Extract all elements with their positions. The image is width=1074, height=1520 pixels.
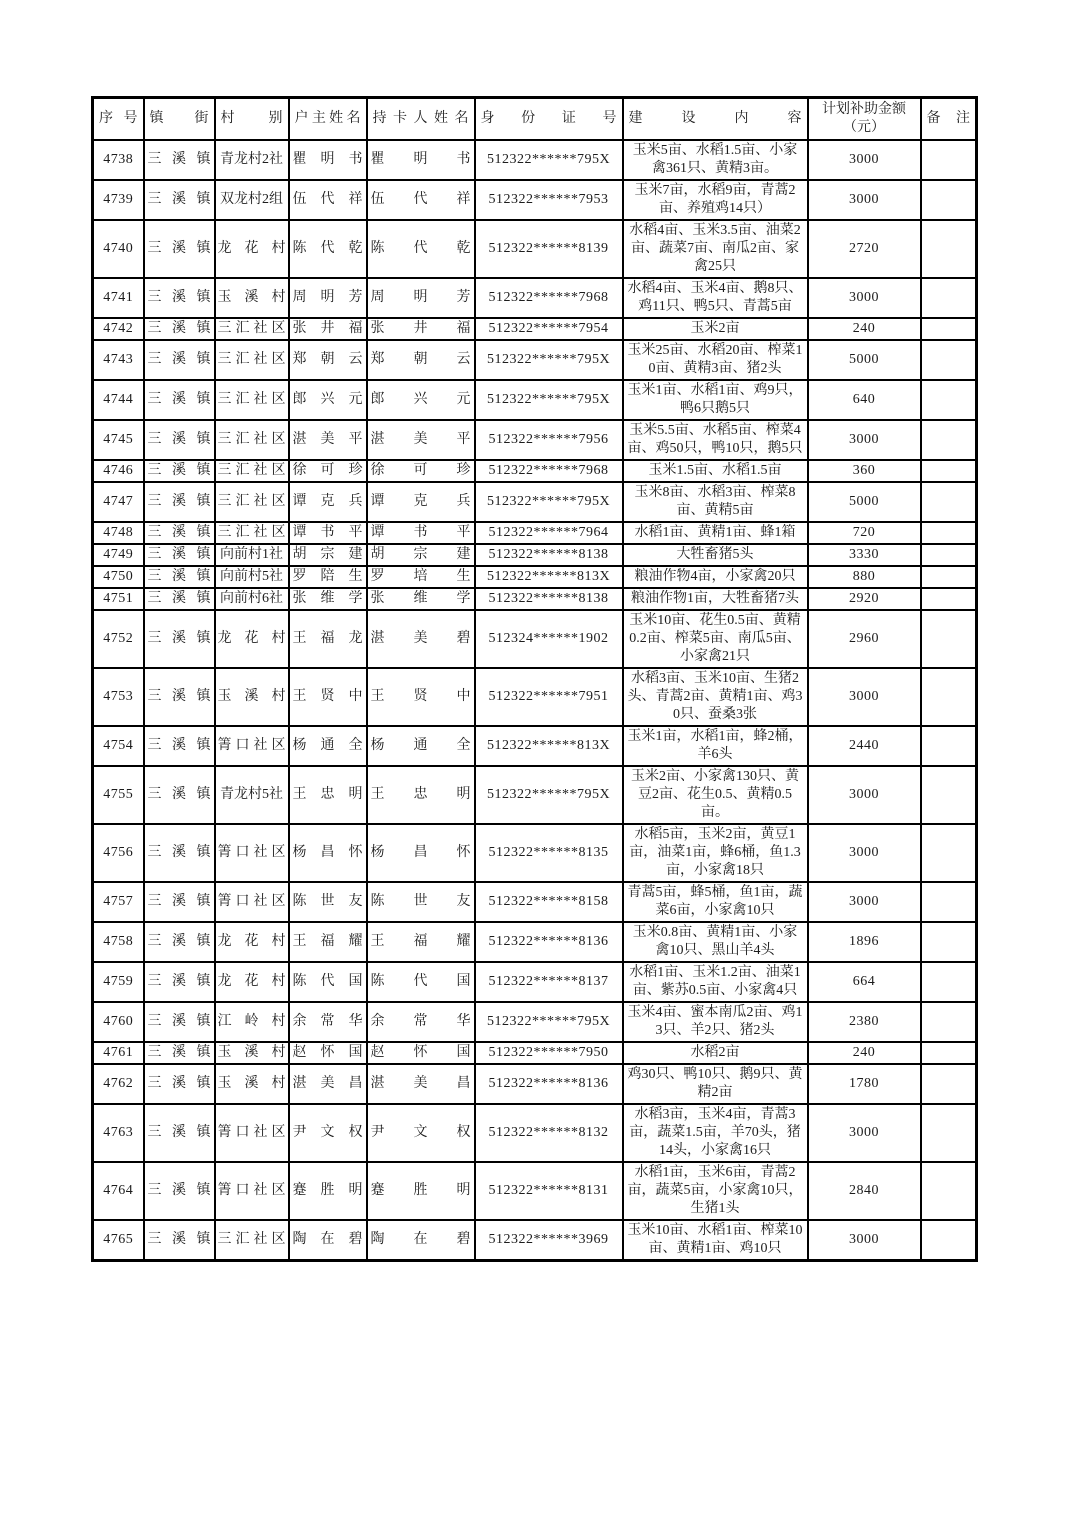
table-row <box>93 588 977 610</box>
cell-amount: 3000 <box>808 1104 921 1162</box>
cell-cardholder-name: 余常华 <box>367 1002 475 1042</box>
cell-householder-name: 湛美昌 <box>289 1064 367 1104</box>
cell-note <box>921 824 977 882</box>
cell-town: 三溪镇 <box>144 544 215 566</box>
cell-id-number: 512322******7968 <box>475 460 623 482</box>
cell-householder-name: 郑朝云 <box>289 340 367 380</box>
cell-amount: 3000 <box>808 278 921 318</box>
cell-town: 三溪镇 <box>144 318 215 340</box>
cell-town: 三溪镇 <box>144 766 215 824</box>
cell-householder-name: 郎兴元 <box>289 380 367 420</box>
cell-serial-number: 4745 <box>93 420 144 460</box>
cell-construction-content: 青蒿5亩，蜂5桶，鱼1亩，蔬菜6亩，小家禽10只 <box>623 882 808 922</box>
cell-serial-number: 4744 <box>93 380 144 420</box>
cell-note <box>921 726 977 766</box>
table-row <box>93 1162 977 1220</box>
cell-serial-number: 4762 <box>93 1064 144 1104</box>
cell-village: 向前村6社 <box>215 588 289 610</box>
cell-note <box>921 566 977 588</box>
cell-id-number: 512322******3969 <box>475 1220 623 1261</box>
header-village: 村别 <box>215 98 289 141</box>
cell-householder-name: 王忠明 <box>289 766 367 824</box>
cell-amount: 2380 <box>808 1002 921 1042</box>
cell-serial-number: 4738 <box>93 140 144 180</box>
cell-amount: 880 <box>808 566 921 588</box>
table-row <box>93 1042 977 1064</box>
cell-amount: 3000 <box>808 140 921 180</box>
cell-town: 三溪镇 <box>144 962 215 1002</box>
cell-householder-name: 谭克兵 <box>289 482 367 522</box>
cell-note <box>921 180 977 220</box>
cell-construction-content: 玉米1.5亩、水稻1.5亩 <box>623 460 808 482</box>
table-row <box>93 544 977 566</box>
cell-cardholder-name: 陈世友 <box>367 882 475 922</box>
cell-village: 向前村5社 <box>215 566 289 588</box>
table-row <box>93 1220 977 1261</box>
cell-cardholder-name: 王福耀 <box>367 922 475 962</box>
cell-serial-number: 4746 <box>93 460 144 482</box>
cell-town: 三溪镇 <box>144 726 215 766</box>
cell-town: 三溪镇 <box>144 482 215 522</box>
cell-construction-content: 玉米10亩、花生0.5亩、黄精0.2亩、榨菜5亩、南瓜5亩、小家禽21只 <box>623 610 808 668</box>
cell-construction-content: 玉米4亩、蜜本南瓜2亩、鸡13只、羊2只、猪2头 <box>623 1002 808 1042</box>
cell-village: 三汇社区 <box>215 380 289 420</box>
cell-id-number: 512322******795X <box>475 482 623 522</box>
cell-id-number: 512322******8132 <box>475 1104 623 1162</box>
cell-cardholder-name: 湛美昌 <box>367 1064 475 1104</box>
cell-village: 三汇社区 <box>215 482 289 522</box>
cell-amount: 3000 <box>808 766 921 824</box>
cell-village: 双龙村2组 <box>215 180 289 220</box>
cell-town: 三溪镇 <box>144 922 215 962</box>
cell-town: 三溪镇 <box>144 220 215 278</box>
cell-village: 三汇社区 <box>215 522 289 544</box>
table-row <box>93 482 977 522</box>
cell-serial-number: 4750 <box>93 566 144 588</box>
cell-householder-name: 徐可珍 <box>289 460 367 482</box>
cell-construction-content: 水稻2亩 <box>623 1042 808 1064</box>
cell-note <box>921 922 977 962</box>
cell-town: 三溪镇 <box>144 824 215 882</box>
cell-id-number: 512322******7968 <box>475 278 623 318</box>
cell-construction-content: 玉米0.8亩、黄精1亩、小家禽10只、黑山羊4头 <box>623 922 808 962</box>
cell-cardholder-name: 杨昌怀 <box>367 824 475 882</box>
cell-householder-name: 陈代国 <box>289 962 367 1002</box>
cell-cardholder-name: 胡宗建 <box>367 544 475 566</box>
cell-householder-name: 杨昌怀 <box>289 824 367 882</box>
cell-householder-name: 蹇胜明 <box>289 1162 367 1220</box>
cell-id-number: 512324******1902 <box>475 610 623 668</box>
cell-construction-content: 玉米1亩，水稻1亩，蜂2桶，羊6头 <box>623 726 808 766</box>
cell-id-number: 512322******8131 <box>475 1162 623 1220</box>
cell-note <box>921 380 977 420</box>
cell-serial-number: 4758 <box>93 922 144 962</box>
cell-village: 三汇社区 <box>215 1220 289 1261</box>
cell-householder-name: 瞿明书 <box>289 140 367 180</box>
cell-amount: 2720 <box>808 220 921 278</box>
cell-serial-number: 4754 <box>93 726 144 766</box>
cell-town: 三溪镇 <box>144 180 215 220</box>
cell-householder-name: 杨通全 <box>289 726 367 766</box>
cell-serial-number: 4752 <box>93 610 144 668</box>
cell-cardholder-name: 罗培生 <box>367 566 475 588</box>
cell-id-number: 512322******795X <box>475 340 623 380</box>
cell-village: 玉溪村 <box>215 1064 289 1104</box>
cell-village: 三汇社区 <box>215 420 289 460</box>
cell-serial-number: 4756 <box>93 824 144 882</box>
cell-village: 龙花村 <box>215 962 289 1002</box>
cell-amount: 360 <box>808 460 921 482</box>
cell-construction-content: 大牲畜猪5头 <box>623 544 808 566</box>
cell-note <box>921 220 977 278</box>
table-row <box>93 668 977 726</box>
cell-householder-name: 赵怀国 <box>289 1042 367 1064</box>
table-row <box>93 1104 977 1162</box>
header-householder-name: 户主姓名 <box>289 98 367 141</box>
cell-householder-name: 陶在碧 <box>289 1220 367 1261</box>
cell-serial-number: 4753 <box>93 668 144 726</box>
cell-note <box>921 1042 977 1064</box>
cell-id-number: 512322******813X <box>475 566 623 588</box>
cell-id-number: 512322******8139 <box>475 220 623 278</box>
cell-amount: 720 <box>808 522 921 544</box>
cell-village: 向前村1社 <box>215 544 289 566</box>
cell-householder-name: 谭书平 <box>289 522 367 544</box>
cell-village: 箐口社区 <box>215 824 289 882</box>
cell-construction-content: 玉米8亩、水稻3亩、榨菜8亩、黄精5亩 <box>623 482 808 522</box>
cell-town: 三溪镇 <box>144 460 215 482</box>
cell-id-number: 512322******8136 <box>475 922 623 962</box>
cell-serial-number: 4748 <box>93 522 144 544</box>
cell-note <box>921 482 977 522</box>
cell-town: 三溪镇 <box>144 278 215 318</box>
header-serial-number: 序号 <box>93 98 144 141</box>
cell-id-number: 512322******7951 <box>475 668 623 726</box>
cell-id-number: 512322******795X <box>475 140 623 180</box>
cell-amount: 240 <box>808 318 921 340</box>
cell-id-number: 512322******7956 <box>475 420 623 460</box>
cell-construction-content: 玉米5.5亩、水稻5亩、榨菜4亩、鸡50只，鸭10只，鹅5只 <box>623 420 808 460</box>
cell-town: 三溪镇 <box>144 1064 215 1104</box>
cell-serial-number: 4764 <box>93 1162 144 1220</box>
cell-id-number: 512322******7953 <box>475 180 623 220</box>
table-row <box>93 726 977 766</box>
cell-serial-number: 4763 <box>93 1104 144 1162</box>
cell-id-number: 512322******8137 <box>475 962 623 1002</box>
cell-note <box>921 1002 977 1042</box>
cell-village: 箐口社区 <box>215 882 289 922</box>
cell-householder-name: 余常华 <box>289 1002 367 1042</box>
cell-note <box>921 522 977 544</box>
cell-serial-number: 4760 <box>93 1002 144 1042</box>
cell-note <box>921 340 977 380</box>
header-construction-content: 建设内容 <box>623 98 808 141</box>
cell-householder-name: 张维学 <box>289 588 367 610</box>
cell-note <box>921 1104 977 1162</box>
table-row <box>93 420 977 460</box>
table-row <box>93 566 977 588</box>
cell-note <box>921 278 977 318</box>
cell-village: 青龙村5社 <box>215 766 289 824</box>
cell-householder-name: 王福耀 <box>289 922 367 962</box>
cell-amount: 664 <box>808 962 921 1002</box>
cell-construction-content: 水稻1亩、玉米1.2亩、油菜1亩、紫苏0.5亩、小家禽4只 <box>623 962 808 1002</box>
cell-town: 三溪镇 <box>144 1042 215 1064</box>
cell-note <box>921 544 977 566</box>
cell-cardholder-name: 周明芳 <box>367 278 475 318</box>
cell-construction-content: 水稻3亩，玉米4亩，青蒿3亩，蔬菜1.5亩，羊70头，猪14头，小家禽16只 <box>623 1104 808 1162</box>
cell-serial-number: 4751 <box>93 588 144 610</box>
cell-construction-content: 水稻4亩、玉米4亩、鹅8只、鸡11只、鸭5只、青蒿5亩 <box>623 278 808 318</box>
subsidy-table <box>91 96 978 1262</box>
cell-serial-number: 4743 <box>93 340 144 380</box>
cell-id-number: 512322******795X <box>475 766 623 824</box>
cell-householder-name: 胡宗建 <box>289 544 367 566</box>
cell-note <box>921 588 977 610</box>
cell-amount: 5000 <box>808 340 921 380</box>
cell-amount: 240 <box>808 1042 921 1064</box>
cell-serial-number: 4759 <box>93 962 144 1002</box>
table-row <box>93 766 977 824</box>
cell-construction-content: 玉米10亩、水稻1亩、榨菜10亩、黄精1亩、鸡10只 <box>623 1220 808 1261</box>
cell-construction-content: 水稻1亩、黄精1亩、蜂1箱 <box>623 522 808 544</box>
table-row <box>93 180 977 220</box>
cell-amount: 1780 <box>808 1064 921 1104</box>
cell-construction-content: 水稻4亩、玉米3.5亩、油菜2亩、蔬菜7亩、南瓜2亩、家禽25只 <box>623 220 808 278</box>
cell-serial-number: 4747 <box>93 482 144 522</box>
table-row <box>93 340 977 380</box>
cell-cardholder-name: 蹇胜明 <box>367 1162 475 1220</box>
cell-cardholder-name: 王贤中 <box>367 668 475 726</box>
cell-cardholder-name: 尹文权 <box>367 1104 475 1162</box>
cell-town: 三溪镇 <box>144 380 215 420</box>
cell-village: 玉溪村 <box>215 1042 289 1064</box>
cell-serial-number: 4761 <box>93 1042 144 1064</box>
cell-householder-name: 陈代乾 <box>289 220 367 278</box>
cell-id-number: 512322******8136 <box>475 1064 623 1104</box>
cell-village: 三汇社区 <box>215 460 289 482</box>
cell-id-number: 512322******7950 <box>475 1042 623 1064</box>
cell-cardholder-name: 陈代国 <box>367 962 475 1002</box>
cell-cardholder-name: 杨通全 <box>367 726 475 766</box>
cell-cardholder-name: 张井福 <box>367 318 475 340</box>
table-row <box>93 922 977 962</box>
table-row <box>93 962 977 1002</box>
cell-note <box>921 318 977 340</box>
cell-note <box>921 1162 977 1220</box>
cell-amount: 3330 <box>808 544 921 566</box>
cell-construction-content: 水稻1亩，玉米6亩，青蒿2亩，蔬菜5亩，小家禽10只，生猪1头 <box>623 1162 808 1220</box>
cell-village: 玉溪村 <box>215 278 289 318</box>
cell-note <box>921 140 977 180</box>
cell-town: 三溪镇 <box>144 1162 215 1220</box>
cell-householder-name: 周明芳 <box>289 278 367 318</box>
table-row <box>93 610 977 668</box>
table-row <box>93 522 977 544</box>
table-row <box>93 1002 977 1042</box>
cell-note <box>921 1064 977 1104</box>
cell-serial-number: 4749 <box>93 544 144 566</box>
cell-amount: 2440 <box>808 726 921 766</box>
cell-construction-content: 玉米2亩、小家禽130只、黄豆2亩、花生0.5、黄精0.5亩。 <box>623 766 808 824</box>
cell-serial-number: 4741 <box>93 278 144 318</box>
header-note: 备注 <box>921 98 977 141</box>
cell-town: 三溪镇 <box>144 610 215 668</box>
cell-village: 三汇社区 <box>215 318 289 340</box>
cell-village: 箐口社区 <box>215 726 289 766</box>
header-id-number: 身份证号 <box>475 98 623 141</box>
cell-serial-number: 4740 <box>93 220 144 278</box>
table-row <box>93 824 977 882</box>
cell-village: 箐口社区 <box>215 1162 289 1220</box>
cell-note <box>921 1220 977 1261</box>
cell-householder-name: 陈世友 <box>289 882 367 922</box>
cell-amount: 1896 <box>808 922 921 962</box>
cell-cardholder-name: 郑朝云 <box>367 340 475 380</box>
cell-householder-name: 湛美平 <box>289 420 367 460</box>
cell-cardholder-name: 瞿明书 <box>367 140 475 180</box>
cell-householder-name: 尹文权 <box>289 1104 367 1162</box>
cell-town: 三溪镇 <box>144 882 215 922</box>
cell-note <box>921 420 977 460</box>
cell-village: 龙花村 <box>215 220 289 278</box>
cell-cardholder-name: 张维学 <box>367 588 475 610</box>
cell-town: 三溪镇 <box>144 1002 215 1042</box>
cell-village: 江岭村 <box>215 1002 289 1042</box>
cell-village: 三汇社区 <box>215 340 289 380</box>
cell-village: 青龙村2社 <box>215 140 289 180</box>
cell-construction-content: 粮油作物4亩，小家禽20只 <box>623 566 808 588</box>
cell-serial-number: 4739 <box>93 180 144 220</box>
cell-town: 三溪镇 <box>144 420 215 460</box>
cell-note <box>921 668 977 726</box>
cell-town: 三溪镇 <box>144 340 215 380</box>
cell-construction-content: 水稻5亩，玉米2亩，黄豆1亩，油菜1亩，蜂6桶，鱼1.3亩，小家禽18只 <box>623 824 808 882</box>
cell-town: 三溪镇 <box>144 1104 215 1162</box>
cell-householder-name: 罗陪生 <box>289 566 367 588</box>
cell-cardholder-name: 赵怀国 <box>367 1042 475 1064</box>
table-row <box>93 278 977 318</box>
cell-id-number: 512322******7964 <box>475 522 623 544</box>
table-row <box>93 1064 977 1104</box>
cell-amount: 640 <box>808 380 921 420</box>
cell-householder-name: 王贤中 <box>289 668 367 726</box>
cell-construction-content: 玉米2亩 <box>623 318 808 340</box>
cell-construction-content: 玉米5亩、水稻1.5亩、小家禽361只、黄精3亩。 <box>623 140 808 180</box>
cell-id-number: 512322******8138 <box>475 588 623 610</box>
cell-id-number: 512322******8158 <box>475 882 623 922</box>
cell-town: 三溪镇 <box>144 522 215 544</box>
table-row <box>93 460 977 482</box>
cell-amount: 3000 <box>808 180 921 220</box>
cell-cardholder-name: 徐可珍 <box>367 460 475 482</box>
cell-cardholder-name: 王忠明 <box>367 766 475 824</box>
cell-householder-name: 伍代祥 <box>289 180 367 220</box>
table-body <box>93 140 977 1261</box>
table-row <box>93 882 977 922</box>
cell-amount: 5000 <box>808 482 921 522</box>
cell-note <box>921 962 977 1002</box>
cell-cardholder-name: 谭克兵 <box>367 482 475 522</box>
cell-town: 三溪镇 <box>144 140 215 180</box>
cell-village: 龙花村 <box>215 610 289 668</box>
table-row <box>93 380 977 420</box>
table-row <box>93 140 977 180</box>
cell-note <box>921 460 977 482</box>
cell-amount: 3000 <box>808 1220 921 1261</box>
table-row <box>93 220 977 278</box>
cell-id-number: 512322******8138 <box>475 544 623 566</box>
header-planned-subsidy-amount: 计划补助金额（元） <box>808 98 921 141</box>
cell-construction-content: 玉米1亩、水稻1亩、鸡9只，鸭6只鹅5只 <box>623 380 808 420</box>
cell-town: 三溪镇 <box>144 566 215 588</box>
cell-amount: 2840 <box>808 1162 921 1220</box>
cell-note <box>921 766 977 824</box>
cell-note <box>921 882 977 922</box>
cell-construction-content: 玉米7亩，水稻9亩，青蒿2亩、养殖鸡14只） <box>623 180 808 220</box>
cell-id-number: 512322******7954 <box>475 318 623 340</box>
cell-construction-content: 粮油作物1亩，大牲畜猪7头 <box>623 588 808 610</box>
cell-cardholder-name: 伍代祥 <box>367 180 475 220</box>
cell-id-number: 512322******8135 <box>475 824 623 882</box>
header-row <box>93 98 977 141</box>
cell-amount: 3000 <box>808 420 921 460</box>
cell-id-number: 512322******795X <box>475 380 623 420</box>
cell-village: 玉溪村 <box>215 668 289 726</box>
cell-id-number: 512322******813X <box>475 726 623 766</box>
cell-cardholder-name: 湛美碧 <box>367 610 475 668</box>
table-row <box>93 318 977 340</box>
cell-village: 箐口社区 <box>215 1104 289 1162</box>
cell-note <box>921 610 977 668</box>
cell-householder-name: 王福龙 <box>289 610 367 668</box>
cell-amount: 2920 <box>808 588 921 610</box>
cell-id-number: 512322******795X <box>475 1002 623 1042</box>
header-cardholder-name: 持卡人姓名 <box>367 98 475 141</box>
cell-serial-number: 4742 <box>93 318 144 340</box>
cell-cardholder-name: 谭书平 <box>367 522 475 544</box>
cell-village: 龙花村 <box>215 922 289 962</box>
cell-amount: 3000 <box>808 668 921 726</box>
cell-householder-name: 张井福 <box>289 318 367 340</box>
cell-serial-number: 4765 <box>93 1220 144 1261</box>
cell-serial-number: 4757 <box>93 882 144 922</box>
cell-cardholder-name: 湛美平 <box>367 420 475 460</box>
cell-town: 三溪镇 <box>144 668 215 726</box>
cell-town: 三溪镇 <box>144 1220 215 1261</box>
cell-amount: 2960 <box>808 610 921 668</box>
header-town: 镇街 <box>144 98 215 141</box>
cell-construction-content: 玉米25亩、水稻20亩、榨菜10亩、黄精3亩、猪2头 <box>623 340 808 380</box>
cell-construction-content: 水稻3亩、玉米10亩、生猪2头、青蒿2亩、黄精1亩、鸡30只、蚕桑3张 <box>623 668 808 726</box>
cell-serial-number: 4755 <box>93 766 144 824</box>
cell-amount: 3000 <box>808 882 921 922</box>
cell-amount: 3000 <box>808 824 921 882</box>
cell-town: 三溪镇 <box>144 588 215 610</box>
cell-construction-content: 鸡30只、鸭10只、鹅9只、黄精2亩 <box>623 1064 808 1104</box>
cell-cardholder-name: 陶在碧 <box>367 1220 475 1261</box>
cell-cardholder-name: 陈代乾 <box>367 220 475 278</box>
cell-cardholder-name: 郎兴元 <box>367 380 475 420</box>
